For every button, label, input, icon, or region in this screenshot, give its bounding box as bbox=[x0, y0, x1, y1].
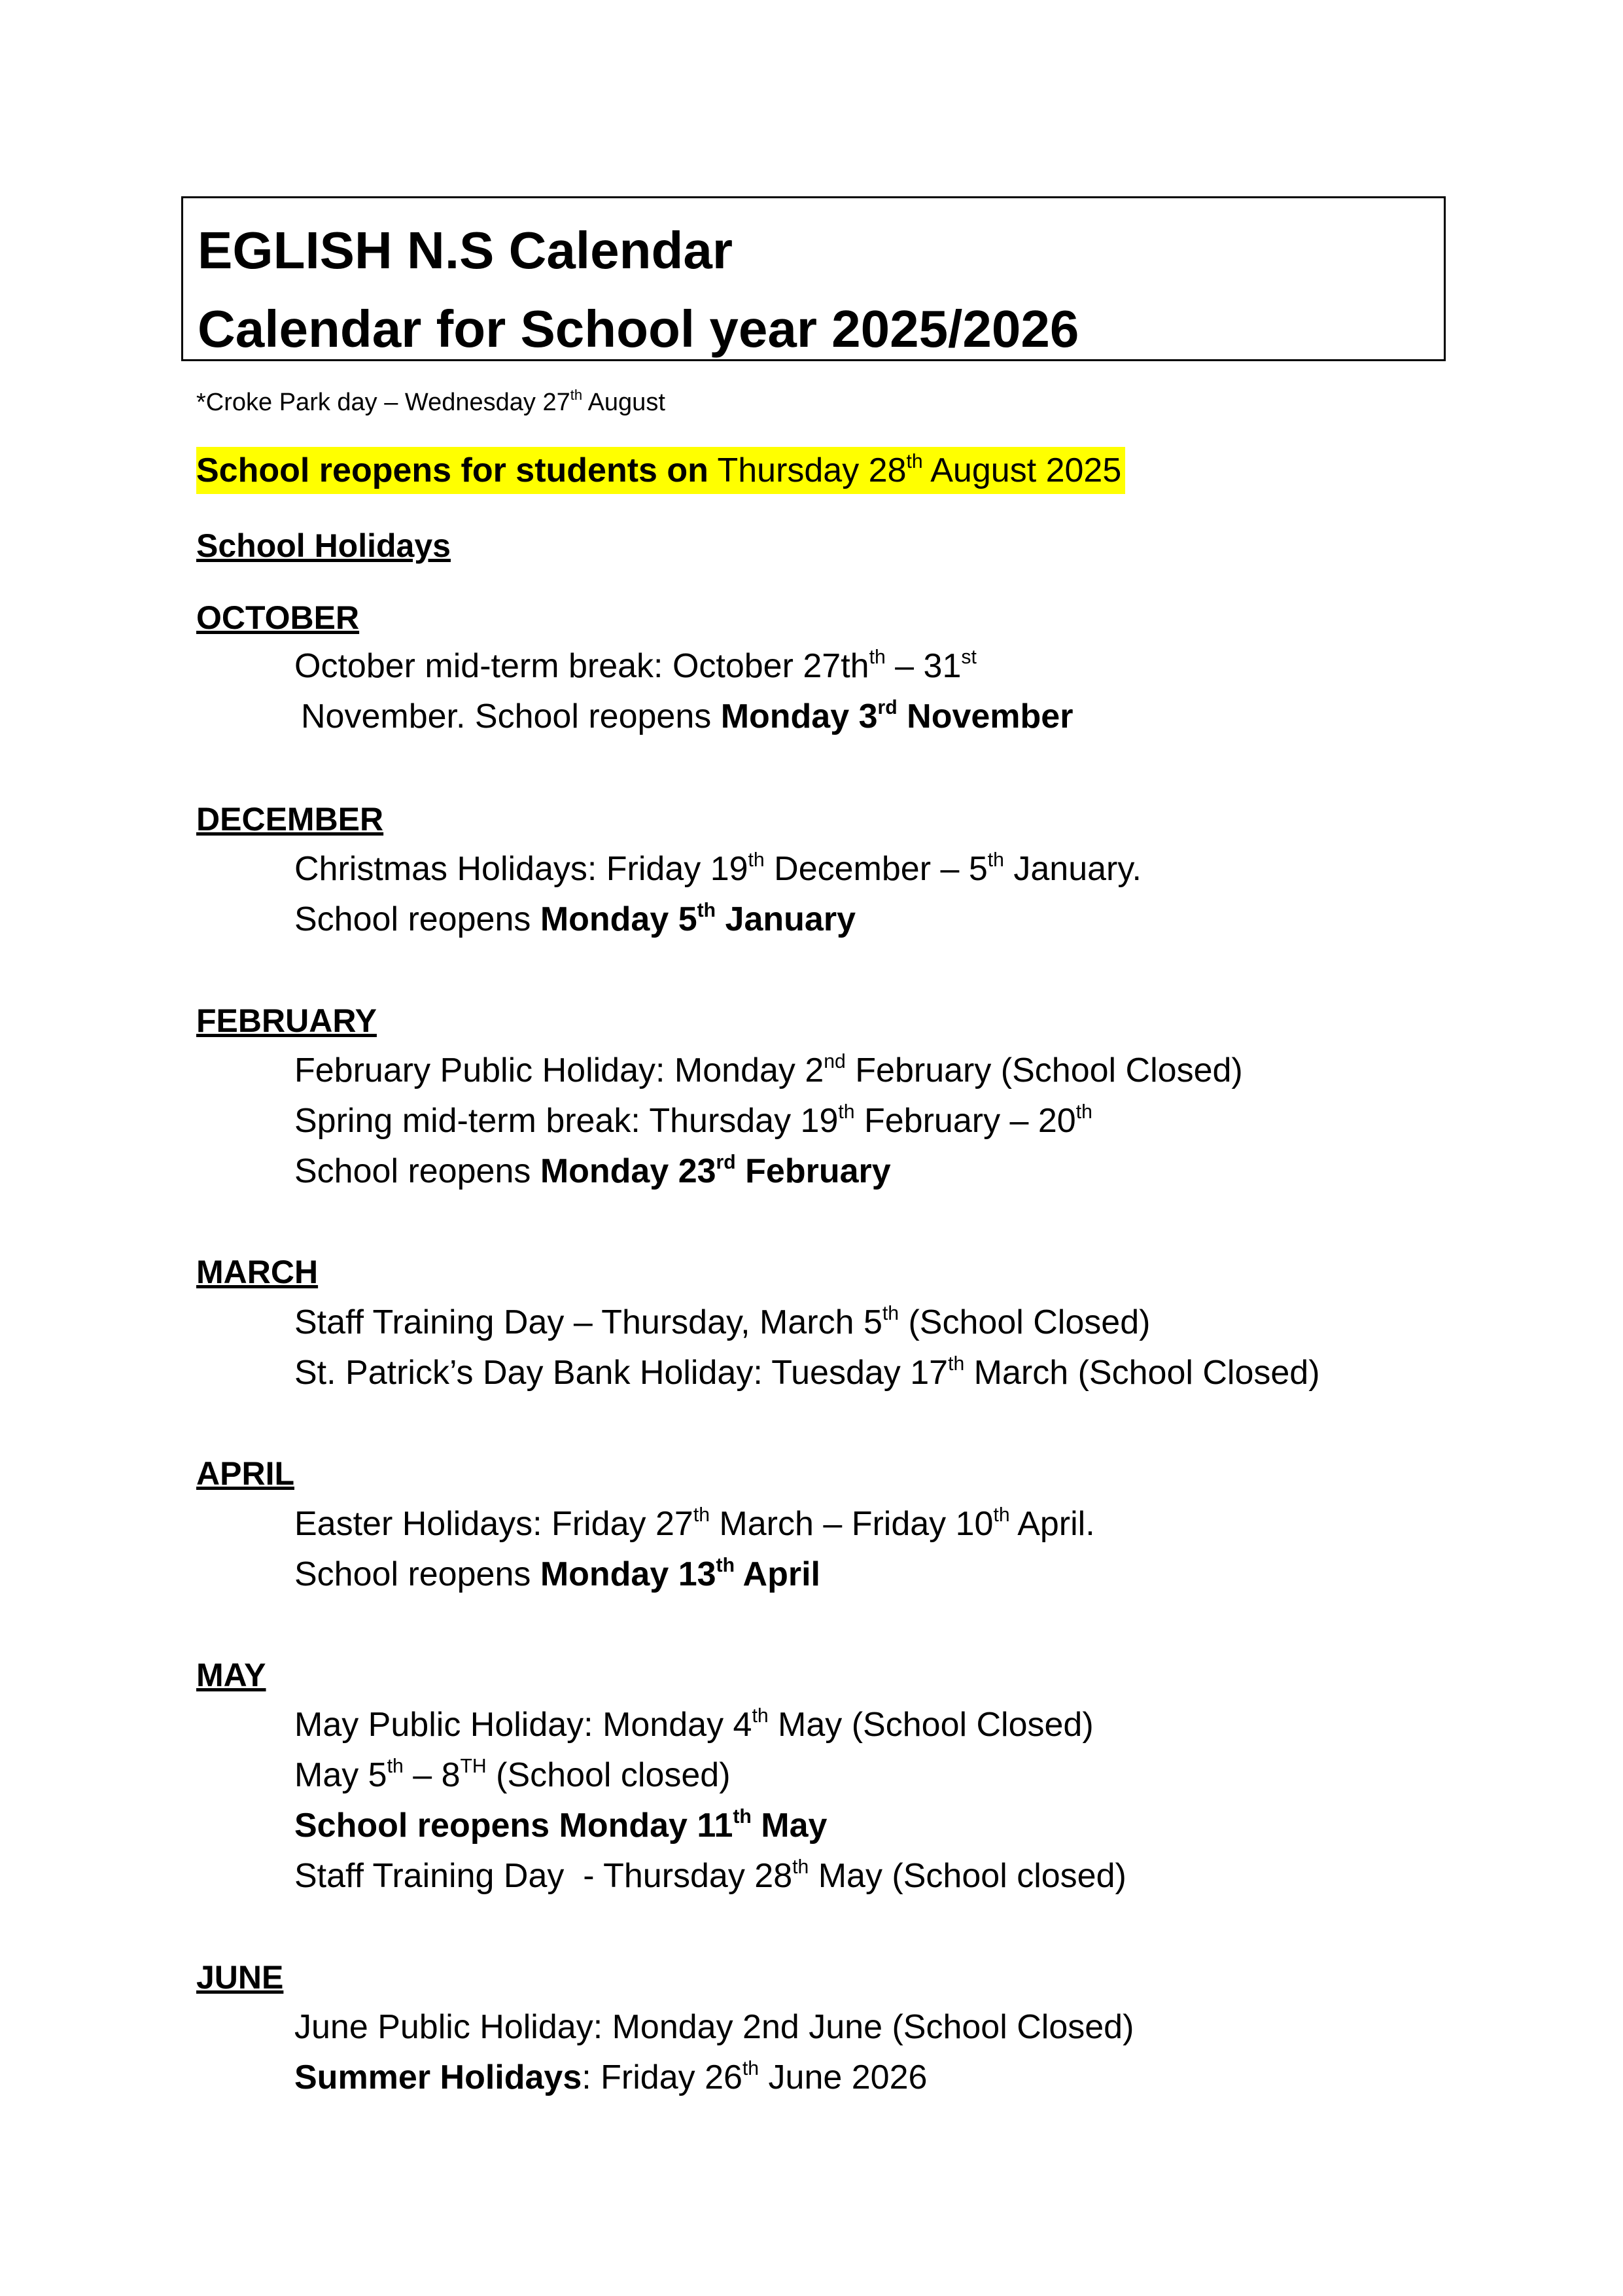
reopen-highlight: School reopens for students on Thursday 28th August 2025 bbox=[196, 447, 1125, 494]
february-heading: FEBRUARY bbox=[196, 1002, 377, 1039]
title-box bbox=[181, 196, 1446, 361]
february-line-1: February Public Holiday: Monday 2nd February (School Closed) bbox=[294, 1050, 1243, 1089]
march-heading: MARCH bbox=[196, 1254, 319, 1290]
june-line-1: June Public Holiday: Monday 2nd June (School Closed) bbox=[294, 2008, 1134, 2046]
october-line-2: November. School reopens Monday 3rd November bbox=[301, 696, 1073, 735]
may-line-1: May Public Holiday: Monday 4th May (School Closed) bbox=[294, 1704, 1094, 1744]
may-line-2: May 5th – 8TH (School closed) bbox=[294, 1755, 731, 1794]
june-line-2: Summer Holidays: Friday 26th June 2026 bbox=[294, 2057, 928, 2096]
october-line-1: October mid-term break: October $27th^{th} - 31st$ bbox=[294, 646, 977, 685]
calendar-subtitle: Calendar for School year 2025/2026 bbox=[198, 300, 1079, 358]
february-line-3: School reopens Monday 23rd February bbox=[294, 1151, 891, 1190]
school-holidays-heading: School Holidays bbox=[196, 527, 451, 564]
school-title: EGLISH N.S Calendar bbox=[198, 221, 733, 279]
may-line-3: School reopens Monday 11th May bbox=[294, 1805, 828, 1845]
april-line-1: Easter Holidays: Friday 27th March – Friday 10th April. bbox=[294, 1504, 1095, 1543]
february-line-2: Spring mid-term break: Thursday 19th February – 20th bbox=[294, 1101, 1092, 1140]
may-heading: MAY bbox=[196, 1657, 266, 1693]
march-line-2: St. Patrick’s Day Bank Holiday: Tuesday 17th March (School Closed) bbox=[294, 1352, 1320, 1392]
may-line-4: Staff Training Day - Thursday 28th May (School closed) bbox=[294, 1856, 1126, 1895]
october-heading: OCTOBER bbox=[196, 599, 360, 636]
april-line-2: School reopens Monday 13th April bbox=[294, 1554, 820, 1593]
june-heading: JUNE bbox=[196, 1959, 284, 1996]
december-heading: DECEMBER bbox=[196, 801, 384, 838]
croke-park-note: *Croke Park day – Wednesday 27th August bbox=[196, 387, 665, 416]
december-line-1: Christmas Holidays: Friday 19th December – 5th January. bbox=[294, 849, 1142, 888]
march-line-1: Staff Training Day – Thursday, March 5th (School Closed) bbox=[294, 1302, 1151, 1341]
december-line-2: School reopens Monday 5th January bbox=[294, 899, 856, 938]
april-heading: APRIL bbox=[196, 1455, 294, 1492]
